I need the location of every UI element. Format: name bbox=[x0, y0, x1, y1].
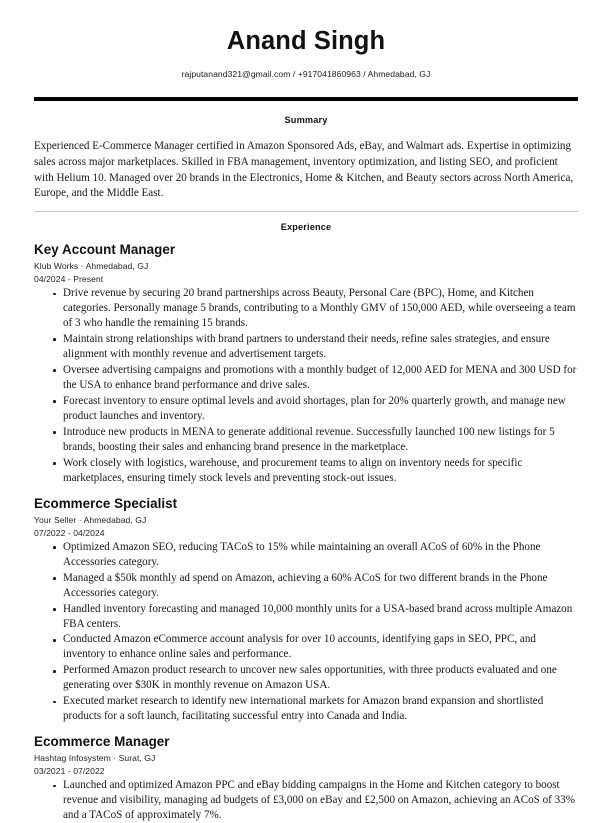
experience-section bbox=[34, 222, 578, 823]
job-bullet: Optimized Amazon SEO, reducing TACoS to 15% while maintaining an overall ACoS of 60% in the Phone Accessories category. bbox=[34, 540, 578, 570]
job-title: Ecommerce Specialist bbox=[34, 495, 178, 511]
experience-entry bbox=[34, 734, 578, 823]
job-company: Your Seller · Ahmedabad, GJ bbox=[34, 514, 147, 525]
job-bullet-list bbox=[34, 286, 578, 486]
job-dates: 07/2022 - 04/2024 bbox=[34, 527, 105, 538]
summary-section bbox=[34, 115, 578, 202]
job-title: Ecommerce Manager bbox=[34, 734, 170, 750]
summary-section-title: Summary bbox=[284, 115, 328, 126]
job-dates: 04/2024 - Present bbox=[34, 274, 104, 285]
job-title: Key Account Manager bbox=[34, 242, 176, 258]
job-bullet: Work closely with logistics, warehouse, and procurement teams to align on inventory needs for specific marketplaces, ensuring timely stock levels and preventing stock-out issues. bbox=[34, 456, 578, 486]
job-dates: 03/2021 - 07/2022 bbox=[34, 766, 105, 777]
experience-entry bbox=[34, 496, 578, 725]
candidate-name: Anand Singh bbox=[226, 27, 386, 55]
job-company: Hashtag Infosystem · Surat, GJ bbox=[34, 753, 156, 764]
job-bullet-list bbox=[34, 778, 578, 823]
job-bullet: Drive revenue by securing 20 brand partnerships across Beauty, Personal Care (BPC), Home, and Kitchen categories. Personally manage 5 brands, contributing to a Monthly GMV of 150,000 AED, while overseeing a team of 3 who handle the remaining 15 brands. bbox=[34, 286, 578, 331]
experience-section-title: Experience bbox=[280, 222, 332, 233]
experience-entry bbox=[34, 242, 578, 486]
job-bullet: Forecast inventory to ensure optimal levels and avoid shortages, plan for 20% quarterly growth, and manage new product launches and inventory. bbox=[34, 394, 578, 424]
resume-header bbox=[34, 0, 578, 79]
job-bullet: Managed a $50k monthly ad spend on Amazon, achieving a 60% ACoS for two different brands in the Phone Accessories category. bbox=[34, 571, 578, 601]
job-company: Klub Works · Ahmedabad, GJ bbox=[34, 261, 149, 272]
job-bullet: Launched and optimized Amazon PPC and eBay bidding campaigns in the Home and Kitchen category to boost revenue and visibility, managing ad budgets of £3,000 on eBay and £2,500 on Amazon, achieving an ACoS of 33% and a TACoS of approximately 7%. bbox=[34, 778, 578, 823]
job-bullet-list bbox=[34, 540, 578, 725]
job-bullet: Oversee advertising campaigns and promotions with a monthly budget of 12,000 AED for MENA and 300 USD for the USA to enhance brand performance and drive sales. bbox=[34, 363, 578, 393]
summary-text: Experienced E-Commerce Manager certified in Amazon Sponsored Ads, eBay, and Walmart ads. Expertise in optimizing sales across major marketplaces. Skilled in FBA management, inventory optimization, and listing SEO, and proficient with Helium 10. Managed over 20 brands in the Electronics, Home & Kitchen, and Beauty sectors across North America, Europe, and the Middle East. bbox=[34, 140, 574, 200]
contact-line: rajputanand321@gmail.com / +917041860963 / Ahmedabad, GJ bbox=[181, 69, 431, 80]
job-bullet: Performed Amazon product research to uncover new sales opportunities, with three products evaluated and one generating over $30K in monthly revenue on Amazon USA. bbox=[34, 663, 578, 693]
job-bullet: Handled inventory forecasting and managed 10,000 monthly units for a USA-based brand across multiple Amazon FBA centers. bbox=[34, 602, 578, 632]
job-bullet: Executed market research to identify new international markets for Amazon brand expansion and shortlisted products for a soft launch, facilitating successful entry into Canada and India. bbox=[34, 694, 578, 724]
job-bullet: Maintain strong relationships with brand partners to understand their needs, refine sales strategies, and ensure alignment with monthly revenue and advertisement targets. bbox=[34, 332, 578, 362]
job-bullet: Conducted Amazon eCommerce account analysis for over 10 accounts, identifying gaps in SEO, PPC, and inventory to enhance online sales and performance. bbox=[34, 632, 578, 662]
job-bullet: Introduce new products in MENA to generate additional revenue. Successfully launched 100 new listings for 5 brands, boosting their sales and enhancing brand presence in the marketplace. bbox=[34, 425, 578, 455]
